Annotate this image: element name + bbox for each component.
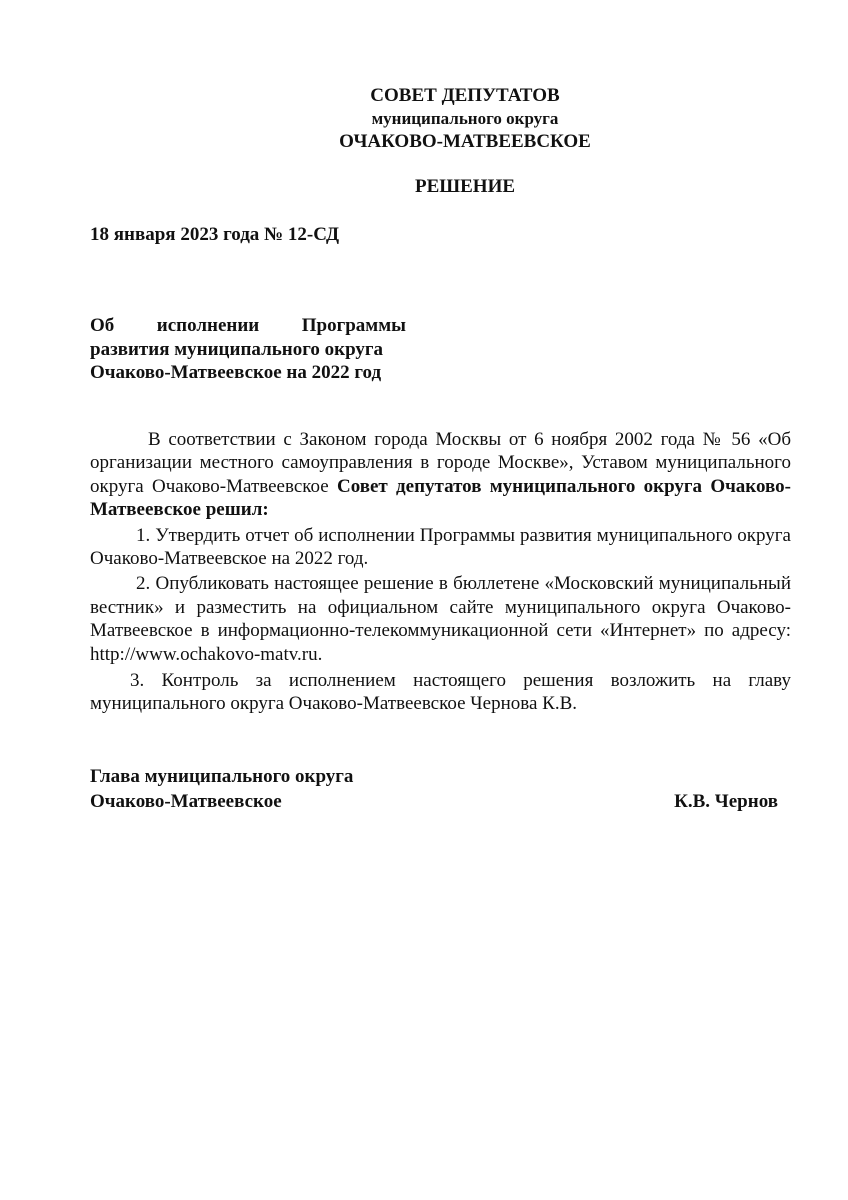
signature-block	[90, 764, 780, 814]
intro-paragraph	[90, 428, 791, 522]
signature-row-1	[90, 764, 780, 789]
decision-body	[90, 428, 791, 716]
intro-resolution: Совет депутатов муниципального округа Очаково-Матвеевское решил:	[90, 475, 791, 521]
date-and-number: 18 января 2023 года № 12-СД	[90, 224, 340, 245]
signature-row-2	[90, 789, 780, 814]
intro-text: В соответствии с Законом города Москвы от 6 ноября 2002 года № 56 «Об организации местного самоуправления в городе Москве», Уставом муниципального округа Очаково-Матвеевское	[90, 429, 791, 497]
decision-title: РЕШЕНИЕ	[414, 176, 516, 197]
signature-title-line-2: Очаково-Матвеевское	[90, 791, 282, 812]
district-label: муниципального округа	[371, 109, 559, 128]
decision-item-3: 3. Контроль за исполнением настоящего решения возложить на главу муниципального округа Очаково-Матвеевское Чернова К.В.	[90, 670, 791, 715]
subject-line-1: Об исполнении Программы	[90, 315, 406, 336]
subject-line-3: Очаково-Матвеевское на 2022 год	[90, 362, 382, 383]
decision-item-2: 2. Опубликовать настоящее решение в бюллетене «Московский муниципальный вестник» и разместить на официальном сайте муниципального округа Очаково-Матвеевское в информационно-телекоммуникационной сети «Интернет» по адресу: http://www.ochakovo-matv.ru.	[90, 573, 791, 665]
decision-item-1: 1. Утвердить отчет об исполнении Программы развития муниципального округа Очаково-Матвеевское на 2022 год.	[90, 524, 791, 570]
signatory-name: К.В. Чернов	[674, 791, 778, 812]
signature-title-line-1: Глава муниципального округа	[90, 766, 354, 787]
council-title: СОВЕТ ДЕПУТАТОВ	[370, 85, 560, 106]
document-header	[300, 84, 630, 154]
subject-line-2: развития муниципального округа	[90, 338, 384, 360]
district-name: ОЧАКОВО-МАТВЕЕВСКОЕ	[339, 131, 591, 152]
decision-subject	[90, 314, 406, 385]
